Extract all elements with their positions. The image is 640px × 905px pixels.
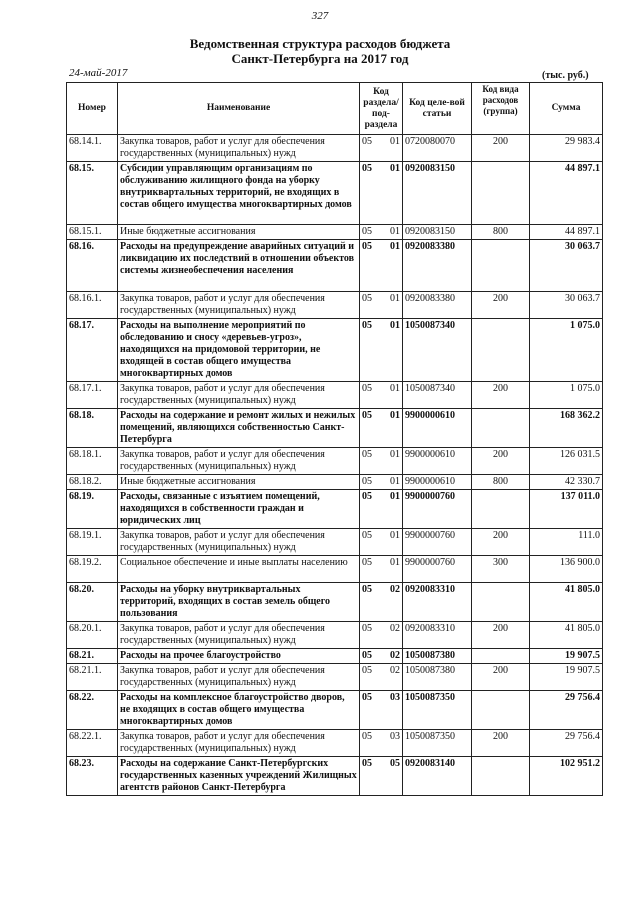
row-section-code: 05 bbox=[360, 475, 380, 490]
row-sum: 30 063.7 bbox=[530, 292, 603, 319]
row-name: Закупка товаров, работ и услуг для обеспечения государственных (муниципальных) нужд bbox=[118, 448, 360, 475]
row-section-code: 05 bbox=[360, 583, 380, 622]
row-sum: 44 897.1 bbox=[530, 225, 603, 240]
row-expense-type: 200 bbox=[472, 529, 530, 556]
table-row bbox=[67, 757, 603, 796]
row-target-code: 0920083380 bbox=[403, 292, 472, 319]
row-target-code: 0920083310 bbox=[403, 622, 472, 649]
row-sum: 1 075.0 bbox=[530, 319, 603, 382]
table-row bbox=[67, 162, 603, 225]
header-target: Код целе-вой статьи bbox=[403, 83, 472, 135]
row-section-code: 05 bbox=[360, 730, 380, 757]
row-expense-type: 800 bbox=[472, 225, 530, 240]
row-number: 68.17.1. bbox=[67, 382, 118, 409]
row-expense-type bbox=[472, 649, 530, 664]
row-subsection-code: 01 bbox=[380, 319, 403, 382]
row-expense-type: 200 bbox=[472, 382, 530, 409]
row-section-code: 05 bbox=[360, 292, 380, 319]
row-sum: 126 031.5 bbox=[530, 448, 603, 475]
row-number: 68.18. bbox=[67, 409, 118, 448]
header-name: Наименование bbox=[118, 83, 360, 135]
table-row bbox=[67, 135, 603, 162]
row-name: Расходы на прочее благоустройство bbox=[118, 649, 360, 664]
row-expense-type bbox=[472, 490, 530, 529]
table-row bbox=[67, 409, 603, 448]
table-row bbox=[67, 649, 603, 664]
row-expense-type bbox=[472, 240, 530, 292]
row-number: 68.23. bbox=[67, 757, 118, 796]
row-name: Расходы на выполнение мероприятий по обследованию и сносу «деревьев-угроз», находящихся на придомовой территории, не входящей в состав общего имущества многоквартирных домов bbox=[118, 319, 360, 382]
row-number: 68.16. bbox=[67, 240, 118, 292]
row-name: Закупка товаров, работ и услуг для обеспечения государственных (муниципальных) нужд bbox=[118, 135, 360, 162]
table-row bbox=[67, 475, 603, 490]
table-row bbox=[67, 730, 603, 757]
row-expense-type bbox=[472, 757, 530, 796]
table-row bbox=[67, 292, 603, 319]
title-line-1: Ведомственная структура расходов бюджета bbox=[189, 36, 451, 51]
row-name: Расходы на содержание Санкт-Петербургских государственных казенных учреждений Жилищных агентств районов Санкт-Петербурга bbox=[118, 757, 360, 796]
header-sum: Сумма bbox=[530, 83, 603, 135]
row-target-code: 1050087380 bbox=[403, 664, 472, 691]
row-subsection-code: 01 bbox=[380, 240, 403, 292]
row-name: Расходы на уборку внутриквартальных территорий, входящих в состав земель общего пользования bbox=[118, 583, 360, 622]
table-row bbox=[67, 622, 603, 649]
row-sum: 1 075.0 bbox=[530, 382, 603, 409]
row-sum: 29 756.4 bbox=[530, 730, 603, 757]
row-section-code: 05 bbox=[360, 757, 380, 796]
header-type: Код вида расходов (группа) bbox=[472, 83, 530, 135]
document-title bbox=[0, 36, 640, 66]
row-sum: 19 907.5 bbox=[530, 664, 603, 691]
row-name: Иные бюджетные ассигнования bbox=[118, 475, 360, 490]
row-target-code: 1050087340 bbox=[403, 319, 472, 382]
row-number: 68.15.1. bbox=[67, 225, 118, 240]
row-expense-type: 200 bbox=[472, 292, 530, 319]
row-sum: 136 900.0 bbox=[530, 556, 603, 583]
row-section-code: 05 bbox=[360, 225, 380, 240]
row-number: 68.14.1. bbox=[67, 135, 118, 162]
row-number: 68.21. bbox=[67, 649, 118, 664]
row-sum: 41 805.0 bbox=[530, 583, 603, 622]
row-target-code: 0920083150 bbox=[403, 162, 472, 225]
row-expense-type bbox=[472, 691, 530, 730]
row-name: Закупка товаров, работ и услуг для обеспечения государственных (муниципальных) нужд bbox=[118, 529, 360, 556]
row-subsection-code: 03 bbox=[380, 691, 403, 730]
table-row bbox=[67, 319, 603, 382]
row-subsection-code: 01 bbox=[380, 448, 403, 475]
row-subsection-code: 01 bbox=[380, 382, 403, 409]
row-sum: 19 907.5 bbox=[530, 649, 603, 664]
row-expense-type: 800 bbox=[472, 475, 530, 490]
row-sum: 111.0 bbox=[530, 529, 603, 556]
row-name: Закупка товаров, работ и услуг для обеспечения государственных (муниципальных) нужд bbox=[118, 730, 360, 757]
row-expense-type bbox=[472, 319, 530, 382]
row-number: 68.19.1. bbox=[67, 529, 118, 556]
row-number: 68.16.1. bbox=[67, 292, 118, 319]
row-expense-type: 200 bbox=[472, 448, 530, 475]
row-subsection-code: 01 bbox=[380, 225, 403, 240]
row-target-code: 9900000760 bbox=[403, 490, 472, 529]
table-row bbox=[67, 529, 603, 556]
row-sum: 41 805.0 bbox=[530, 622, 603, 649]
row-target-code: 9900000760 bbox=[403, 556, 472, 583]
row-section-code: 05 bbox=[360, 556, 380, 583]
row-number: 68.22. bbox=[67, 691, 118, 730]
row-sum: 30 063.7 bbox=[530, 240, 603, 292]
row-sum: 29 756.4 bbox=[530, 691, 603, 730]
row-name: Иные бюджетные ассигнования bbox=[118, 225, 360, 240]
row-expense-type bbox=[472, 162, 530, 225]
row-number: 68.18.1. bbox=[67, 448, 118, 475]
row-target-code: 1050087350 bbox=[403, 730, 472, 757]
table-row bbox=[67, 691, 603, 730]
row-number: 68.17. bbox=[67, 319, 118, 382]
row-section-code: 05 bbox=[360, 162, 380, 225]
title-line-2: Санкт-Петербурга на 2017 год bbox=[231, 51, 409, 66]
table-row bbox=[67, 225, 603, 240]
header-razdel: Код раздела/ под-раздела bbox=[360, 83, 403, 135]
units-label: (тыс. руб.) bbox=[542, 70, 589, 81]
row-name: Расходы на содержание и ремонт жилых и нежилых помещений, являющихся собственностью Санкт-Петербурга bbox=[118, 409, 360, 448]
row-section-code: 05 bbox=[360, 490, 380, 529]
row-number: 68.20.1. bbox=[67, 622, 118, 649]
row-target-code: 9900000610 bbox=[403, 448, 472, 475]
row-section-code: 05 bbox=[360, 319, 380, 382]
row-number: 68.19. bbox=[67, 490, 118, 529]
row-expense-type: 200 bbox=[472, 664, 530, 691]
row-name: Закупка товаров, работ и услуг для обеспечения государственных (муниципальных) нужд bbox=[118, 664, 360, 691]
row-expense-type: 200 bbox=[472, 730, 530, 757]
row-name: Закупка товаров, работ и услуг для обеспечения государственных (муниципальных) нужд bbox=[118, 382, 360, 409]
row-number: 68.19.2. bbox=[67, 556, 118, 583]
row-section-code: 05 bbox=[360, 382, 380, 409]
row-target-code: 9900000610 bbox=[403, 409, 472, 448]
row-target-code: 9900000610 bbox=[403, 475, 472, 490]
header-num: Номер bbox=[67, 83, 118, 135]
table-header-row bbox=[67, 83, 603, 135]
row-subsection-code: 01 bbox=[380, 162, 403, 225]
row-sum: 102 951.2 bbox=[530, 757, 603, 796]
row-section-code: 05 bbox=[360, 664, 380, 691]
row-name: Закупка товаров, работ и услуг для обеспечения государственных (муниципальных) нужд bbox=[118, 622, 360, 649]
row-subsection-code: 02 bbox=[380, 664, 403, 691]
page-number: 327 bbox=[311, 10, 329, 22]
budget-table bbox=[66, 82, 603, 796]
row-subsection-code: 01 bbox=[380, 135, 403, 162]
row-subsection-code: 01 bbox=[380, 490, 403, 529]
table-body bbox=[67, 135, 603, 796]
row-section-code: 05 bbox=[360, 649, 380, 664]
row-target-code: 0920083380 bbox=[403, 240, 472, 292]
row-number: 68.22.1. bbox=[67, 730, 118, 757]
row-section-code: 05 bbox=[360, 622, 380, 649]
row-name: Расходы, связанные с изъятием помещений, находящихся в собственности граждан и юридических лиц bbox=[118, 490, 360, 529]
row-subsection-code: 01 bbox=[380, 529, 403, 556]
row-expense-type bbox=[472, 409, 530, 448]
row-name: Социальное обеспечение и иные выплаты населению bbox=[118, 556, 360, 583]
row-subsection-code: 02 bbox=[380, 622, 403, 649]
row-sum: 42 330.7 bbox=[530, 475, 603, 490]
table-row bbox=[67, 448, 603, 475]
row-subsection-code: 02 bbox=[380, 649, 403, 664]
row-number: 68.18.2. bbox=[67, 475, 118, 490]
table-row bbox=[67, 490, 603, 529]
row-name: Субсидии управляющим организациям по обслуживанию жилищного фонда на уборку внутриквартальных территорий, не входящих в состав общего имущества многоквартирных домов bbox=[118, 162, 360, 225]
table-row bbox=[67, 382, 603, 409]
row-target-code: 0920083150 bbox=[403, 225, 472, 240]
row-target-code: 1050087380 bbox=[403, 649, 472, 664]
row-number: 68.21.1. bbox=[67, 664, 118, 691]
row-expense-type: 200 bbox=[472, 622, 530, 649]
row-expense-type: 200 bbox=[472, 135, 530, 162]
row-subsection-code: 01 bbox=[380, 409, 403, 448]
table-row bbox=[67, 556, 603, 583]
row-target-code: 0720080070 bbox=[403, 135, 472, 162]
row-expense-type: 300 bbox=[472, 556, 530, 583]
row-section-code: 05 bbox=[360, 529, 380, 556]
row-name: Расходы на предупреждение аварийных ситуаций и ликвидацию их последствий в отношении объектов системы жизнеобеспечения населения bbox=[118, 240, 360, 292]
row-section-code: 05 bbox=[360, 240, 380, 292]
row-number: 68.15. bbox=[67, 162, 118, 225]
row-target-code: 0920083140 bbox=[403, 757, 472, 796]
row-target-code: 1050087350 bbox=[403, 691, 472, 730]
row-sum: 168 362.2 bbox=[530, 409, 603, 448]
document-date: 24-май-2017 bbox=[69, 67, 128, 79]
row-sum: 137 011.0 bbox=[530, 490, 603, 529]
row-subsection-code: 02 bbox=[380, 583, 403, 622]
row-section-code: 05 bbox=[360, 135, 380, 162]
row-sum: 44 897.1 bbox=[530, 162, 603, 225]
row-target-code: 1050087340 bbox=[403, 382, 472, 409]
row-subsection-code: 05 bbox=[380, 757, 403, 796]
row-name: Расходы на комплексное благоустройство дворов, не входящих в состав общего имущества многоквартирных домов bbox=[118, 691, 360, 730]
row-subsection-code: 01 bbox=[380, 556, 403, 583]
row-target-code: 9900000760 bbox=[403, 529, 472, 556]
row-subsection-code: 03 bbox=[380, 730, 403, 757]
table-row bbox=[67, 664, 603, 691]
row-name: Закупка товаров, работ и услуг для обеспечения государственных (муниципальных) нужд bbox=[118, 292, 360, 319]
table-row bbox=[67, 240, 603, 292]
row-section-code: 05 bbox=[360, 691, 380, 730]
row-sum: 29 983.4 bbox=[530, 135, 603, 162]
row-number: 68.20. bbox=[67, 583, 118, 622]
row-expense-type bbox=[472, 583, 530, 622]
row-subsection-code: 01 bbox=[380, 292, 403, 319]
row-section-code: 05 bbox=[360, 448, 380, 475]
row-section-code: 05 bbox=[360, 409, 380, 448]
row-subsection-code: 01 bbox=[380, 475, 403, 490]
table-row bbox=[67, 583, 603, 622]
row-target-code: 0920083310 bbox=[403, 583, 472, 622]
